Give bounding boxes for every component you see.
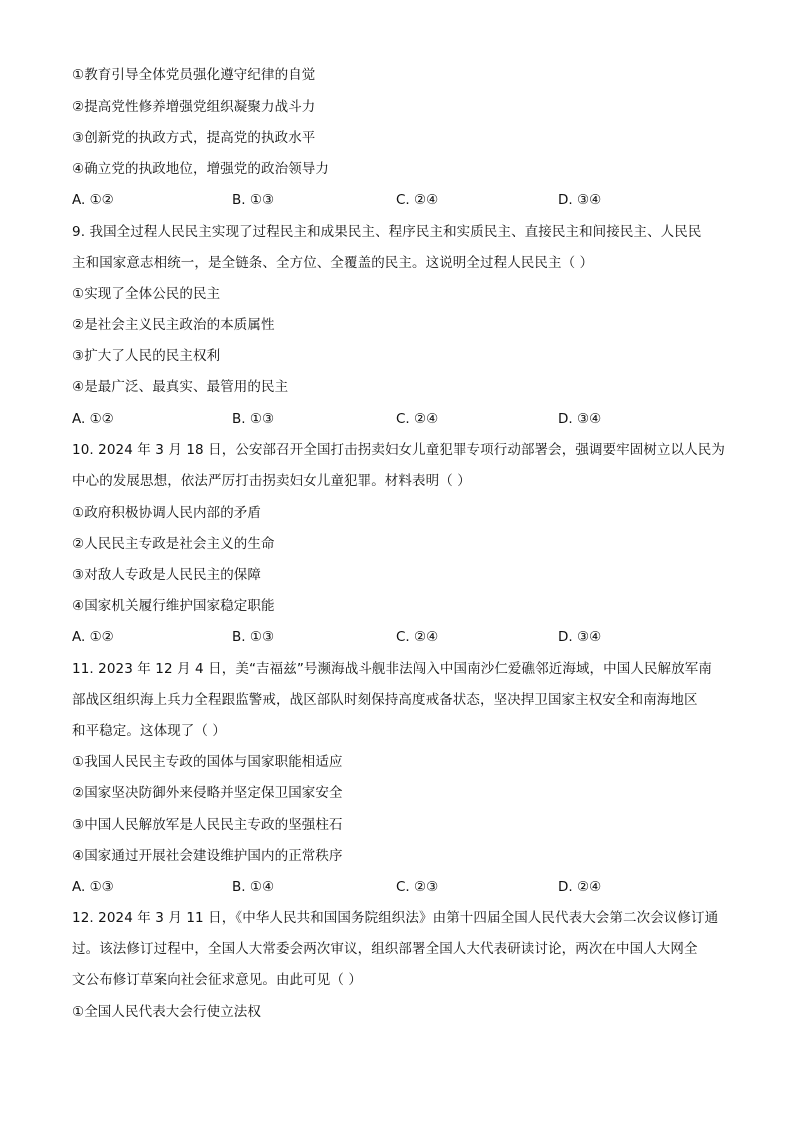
q11-option-a: A. ①③ (72, 879, 114, 895)
q9-options (72, 409, 722, 429)
q12-stem-line-2: 过。该法修订过程中，全国人大常委会两次审议，组织部署全国人大代表研读讨论，两次在中国人大网全 (72, 941, 698, 957)
q9-statement-3: ③扩大了人民的民主权利 (72, 348, 221, 364)
q8-option-b: B. ①③ (232, 192, 275, 208)
q9-option-b: B. ①③ (232, 411, 275, 427)
q10-statement-4: ④国家机关履行维护国家稳定职能 (72, 598, 275, 614)
q10-option-a: A. ①② (72, 629, 114, 645)
q8-option-c: C. ②④ (396, 192, 439, 208)
q11-option-b: B. ①④ (232, 879, 275, 895)
q10-option-b: B. ①③ (232, 629, 275, 645)
q10-option-d: D. ③④ (558, 629, 602, 645)
q9-statement-1: ①实现了全体公民的民主 (72, 286, 221, 302)
q8-option-a: A. ①② (72, 192, 114, 208)
q12-statement-1: ①全国人民代表大会行使立法权 (72, 1004, 262, 1020)
q8-statement-1: ①教育引导全体党员强化遵守纪律的自觉 (72, 67, 316, 83)
q9-option-c: C. ②④ (396, 411, 439, 427)
q9-stem-line-1: 9. 我国全过程人民民主实现了过程民主和成果民主、程序民主和实质民主、直接民主和间接民主、人民民 (72, 224, 702, 240)
q8-statement-4: ④确立党的执政地位，增强党的政治领导力 (72, 161, 330, 177)
q9-statement-4: ④是最广泛、最真实、最管用的民主 (72, 379, 289, 395)
q10-stem-line-1: 10. 2024 年 3 月 18 日，公安部召开全国打击拐卖妇女儿童犯罪专项行动部署会，强调要牢固树立以人民为 (72, 442, 725, 458)
q9-option-d: D. ③④ (558, 411, 602, 427)
q11-options (72, 877, 722, 897)
q11-option-d: D. ②④ (558, 879, 602, 895)
q12-stem-line-3: 文公布修订草案向社会征求意见。由此可见（ ） (72, 972, 362, 988)
q8-statement-3: ③创新党的执政方式，提高党的执政水平 (72, 130, 316, 146)
q8-options (72, 190, 722, 210)
q10-statement-1: ①政府积极协调人民内部的矛盾 (72, 505, 262, 521)
q11-statement-2: ②国家坚决防御外来侵略并坚定保卫国家安全 (72, 785, 343, 801)
q11-statement-4: ④国家通过开展社会建设维护国内的正常秩序 (72, 848, 343, 864)
q11-stem-line-1: 11. 2023 年 12 月 4 日，美“吉福兹”号濒海战斗舰非法闯入中国南沙仁爱礁邻近海域，中国人民解放军南 (72, 661, 712, 677)
q11-statement-1: ①我国人民民主专政的国体与国家职能相适应 (72, 754, 343, 770)
q8-option-d: D. ③④ (558, 192, 602, 208)
q11-stem-line-3: 和平稳定。这体现了（ ） (72, 723, 226, 739)
q11-stem-line-2: 部战区组织海上兵力全程跟监警戒，战区部队时刻保持高度戒备状态，坚决捍卫国家主权安全和南海地区 (72, 692, 698, 708)
q9-option-a: A. ①② (72, 411, 114, 427)
q10-statement-3: ③对敌人专政是人民民主的保障 (72, 567, 262, 583)
q10-stem-line-2: 中心的发展思想，依法严厉打击拐卖妇女儿童犯罪。材料表明（ ） (72, 473, 471, 489)
q9-stem-line-2: 主和国家意志相统一，是全链条、全方位、全覆盖的民主。这说明全过程人民民主（ ） (72, 255, 594, 271)
q11-statement-3: ③中国人民解放军是人民民主专政的坚强柱石 (72, 817, 343, 833)
q10-statement-2: ②人民民主专政是社会主义的生命 (72, 536, 275, 552)
q9-statement-2: ②是社会主义民主政治的本质属性 (72, 317, 275, 333)
q11-option-c: C. ②③ (396, 879, 439, 895)
q12-stem-line-1: 12. 2024 年 3 月 11 日，《中华人民共和国国务院组织法》由第十四届全国人民代表大会第二次会议修订通 (72, 910, 719, 926)
q8-statement-2: ②提高党性修养增强党组织凝聚力战斗力 (72, 99, 316, 115)
q10-options (72, 627, 722, 647)
q10-option-c: C. ②④ (396, 629, 439, 645)
